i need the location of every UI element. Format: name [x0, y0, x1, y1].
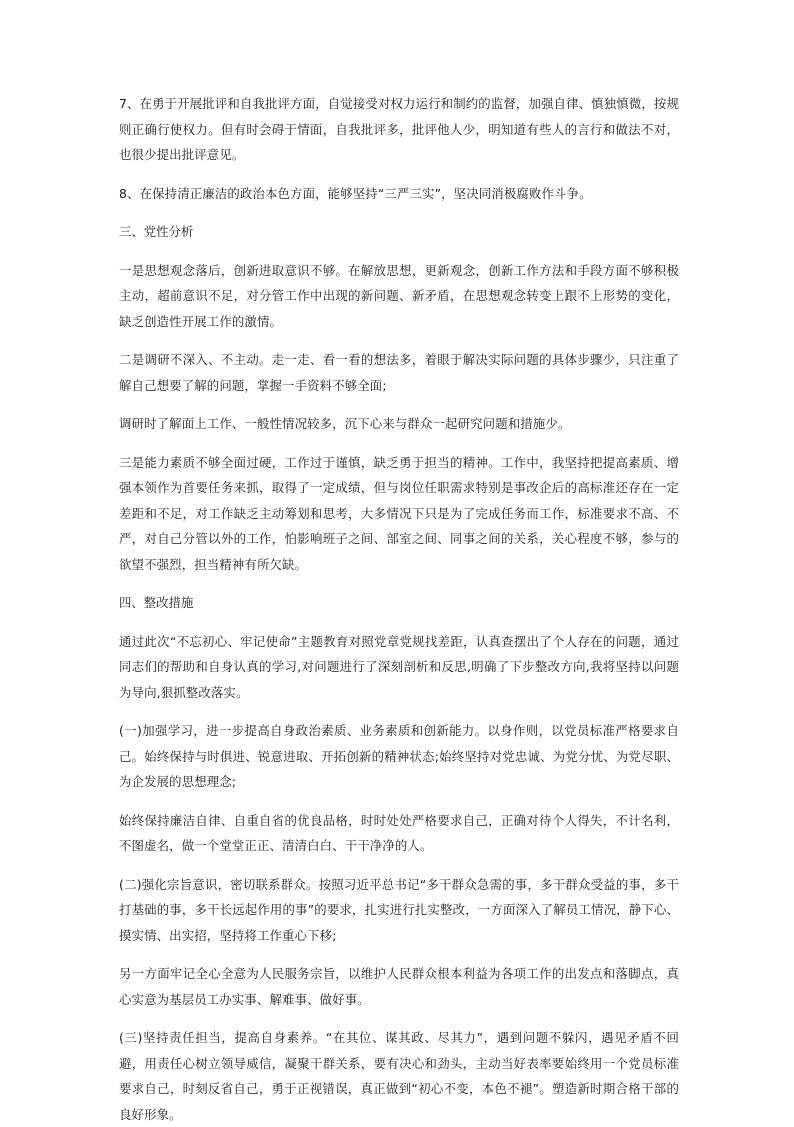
paragraph-item-8: 8、在保持清正廉洁的政治本色方面，能够坚持“三严三实”，坚决同消极腐败作斗争。: [119, 185, 592, 201]
paragraph-item-7: 7、在勇于开展批评和自我批评方面，自觉接受对权力运行和制约的监督，加强自律、慎独慎微，按规则正确行使权力。但有时会碍于情面，自我批评多，批评他人少，明知道有些人的言行和做法不对，也很少提出批评意见。: [119, 96, 679, 162]
paragraph-analysis-2-cont: 调研时了解面上工作、一般性情况较多，沉下心来与群众一起研究问题和措施少。: [119, 416, 571, 431]
document-body: [119, 91, 679, 1127]
section-heading-party-analysis: 三、党性分析: [119, 224, 194, 239]
paragraph-measure-2-cont: 另一方面牢记全心全意为人民服务宗旨，以维护人民群众根本利益为各项工作的出发点和落脚点，真心实意为基层员工办实事、解难事、做好事。: [119, 966, 679, 1007]
paragraph-measure-1-cont: 始终保持廉洁自律、自重自省的优良品格，时时处处严格要求自己，正确对待个人得失，不计名利，不图虚名，做一个堂堂正正、清清白白、干干净净的人。: [119, 812, 679, 853]
paragraph-rectification-intro: 通过此次“不忘初心、牢记使命”主题教育对照党章党规找差距，认真查摆出了个人存在的问题，通过同志们的帮助和自身认真的学习,对问题进行了深刻剖析和反思,明确了下步整改方向,我将坚持以问题为导向,狠抓整改落实。: [119, 633, 679, 700]
paragraph-measure-2: (二)强化宗旨意识，密切联系群众。按照习近平总书记“多干群众急需的事，多干群众受益的事，多干打基础的事，多干长远起作用的事”的要求，扎实进行扎实整改，一方面深入了解员工情况，静下心、摸实情、出实招，坚持将工作重心下移;: [119, 876, 679, 943]
paragraph-analysis-1: 一是思想观念落后，创新进取意识不够。在解放思想，更新观念，创新工作方法和手段方面不够积极主动，超前意识不足，对分管工作中出现的新问题、新矛盾，在思想观念转变上跟不上形势的变化，缺乏创造性开展工作的激情。: [119, 262, 679, 329]
paragraph-measure-1: (一)加强学习，进一步提高自身政治素质、业务素质和创新能力。以身作则，以党员标准严格要求自己。始终保持与时俱进、锐意进取、开拓创新的精神状态;始终坚持对党忠诚、为党分忧、为党尽职、为企发展的思想理念;: [119, 723, 679, 789]
paragraph-analysis-3: 三是能力素质不够全面过硬，工作过于谨慎，缺乏勇于担当的精神。工作中，我坚持把提高素质、增强本领作为首要任务来抓，取得了一定成绩，但与岗位任职需求特别是事改企后的高标准还存在一定差距和不足，对工作缺乏主动筹划和思考，大多情况下只是为了完成任务而工作，标准要求不高、不严，对自己分管以外的工作，怕影响班子之间、部室之间、同事之间的关系，关心程度不够，参与的欲望不强烈，担当精神有所欠缺。: [119, 454, 679, 572]
section-heading-rectification: 四、整改措施: [119, 595, 194, 610]
paragraph-analysis-2: 二是调研不深入、不主动。走一走、看一看的想法多，着眼于解决实际问题的具体步骤少，只注重了解自己想要了解的问题，掌握一手资料不够全面;: [119, 352, 679, 393]
paragraph-measure-3: (三)坚持责任担当，提高自身素养。“在其位、谋其政、尽其力”，遇到问题不躲闪，遇见矛盾不回避，用责任心树立领导威信，凝聚干群关系，要有决心和劲头，主动当好表率要始终用一个党员标准要求自己，时刻反省自己，勇于正视错误，真正做到“初心不变，本色不褪”。塑造新时期合格干部的良好形象。: [119, 1030, 679, 1122]
